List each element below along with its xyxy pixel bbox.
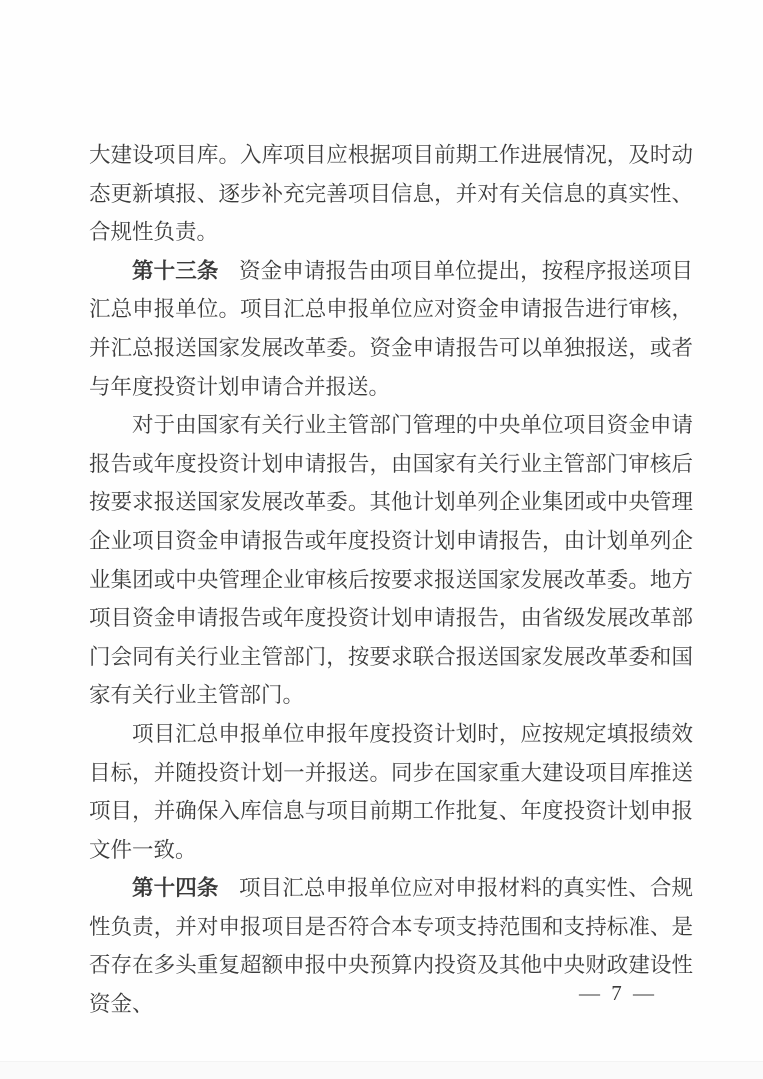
- document-body: [89, 136, 693, 1024]
- paragraph-text: 资金申请报告由项目单位提出，按程序报送项目汇总申报单位。项目汇总申报单位应对资金申请报告进行审核，并汇总报送国家发展改革委。资金申请报告可以单独报送，或者与年度投资计划申请合并报送。: [89, 258, 693, 399]
- paragraph: [89, 252, 693, 406]
- paragraph: [89, 406, 693, 715]
- paragraph: [89, 136, 693, 252]
- article-heading-14: 第十四条: [132, 876, 219, 901]
- paragraph-text: 项目汇总申报单位申报年度投资计划时，应按规定填报绩效目标，并随投资计划一并报送。同步在国家重大建设项目库推送项目，并确保入库信息与项目前期工作批复、年度投资计划申报文件一致。: [89, 721, 693, 862]
- paragraph-text: 项目汇总申报单位应对申报材料的真实性、合规性负责，并对申报项目是否符合本专项支持范围和支持标准、是否存在多头重复超额申报中央预算内投资及其他中央财政建设性资金、: [89, 876, 693, 1017]
- paragraph: [89, 715, 693, 869]
- page-number: — 7 —: [579, 981, 657, 1005]
- paragraph-text: 对于由国家有关行业主管部门管理的中央单位项目资金申请报告或年度投资计划申请报告，由国家有关行业主管部门审核后按要求报送国家发展改革委。其他计划单列企业集团或中央管理企业项目资金申请报告或年度投资计划申请报告，由计划单列企业集团或中央管理企业审核后按要求报送国家发展改革委。地方项目资金申请报告或年度投资计划申请报告，由省级发展改革部门会同有关行业主管部门，按要求联合报送国家发展改革委和国家有关行业主管部门。: [89, 413, 693, 708]
- article-heading-13: 第十三条: [132, 258, 219, 283]
- paragraph-text: 大建设项目库。入库项目应根据项目前期工作进展情况，及时动态更新填报、逐步补充完善项目信息，并对有关信息的真实性、合规性负责。: [89, 143, 693, 245]
- scan-edge-shadow: [0, 1061, 763, 1079]
